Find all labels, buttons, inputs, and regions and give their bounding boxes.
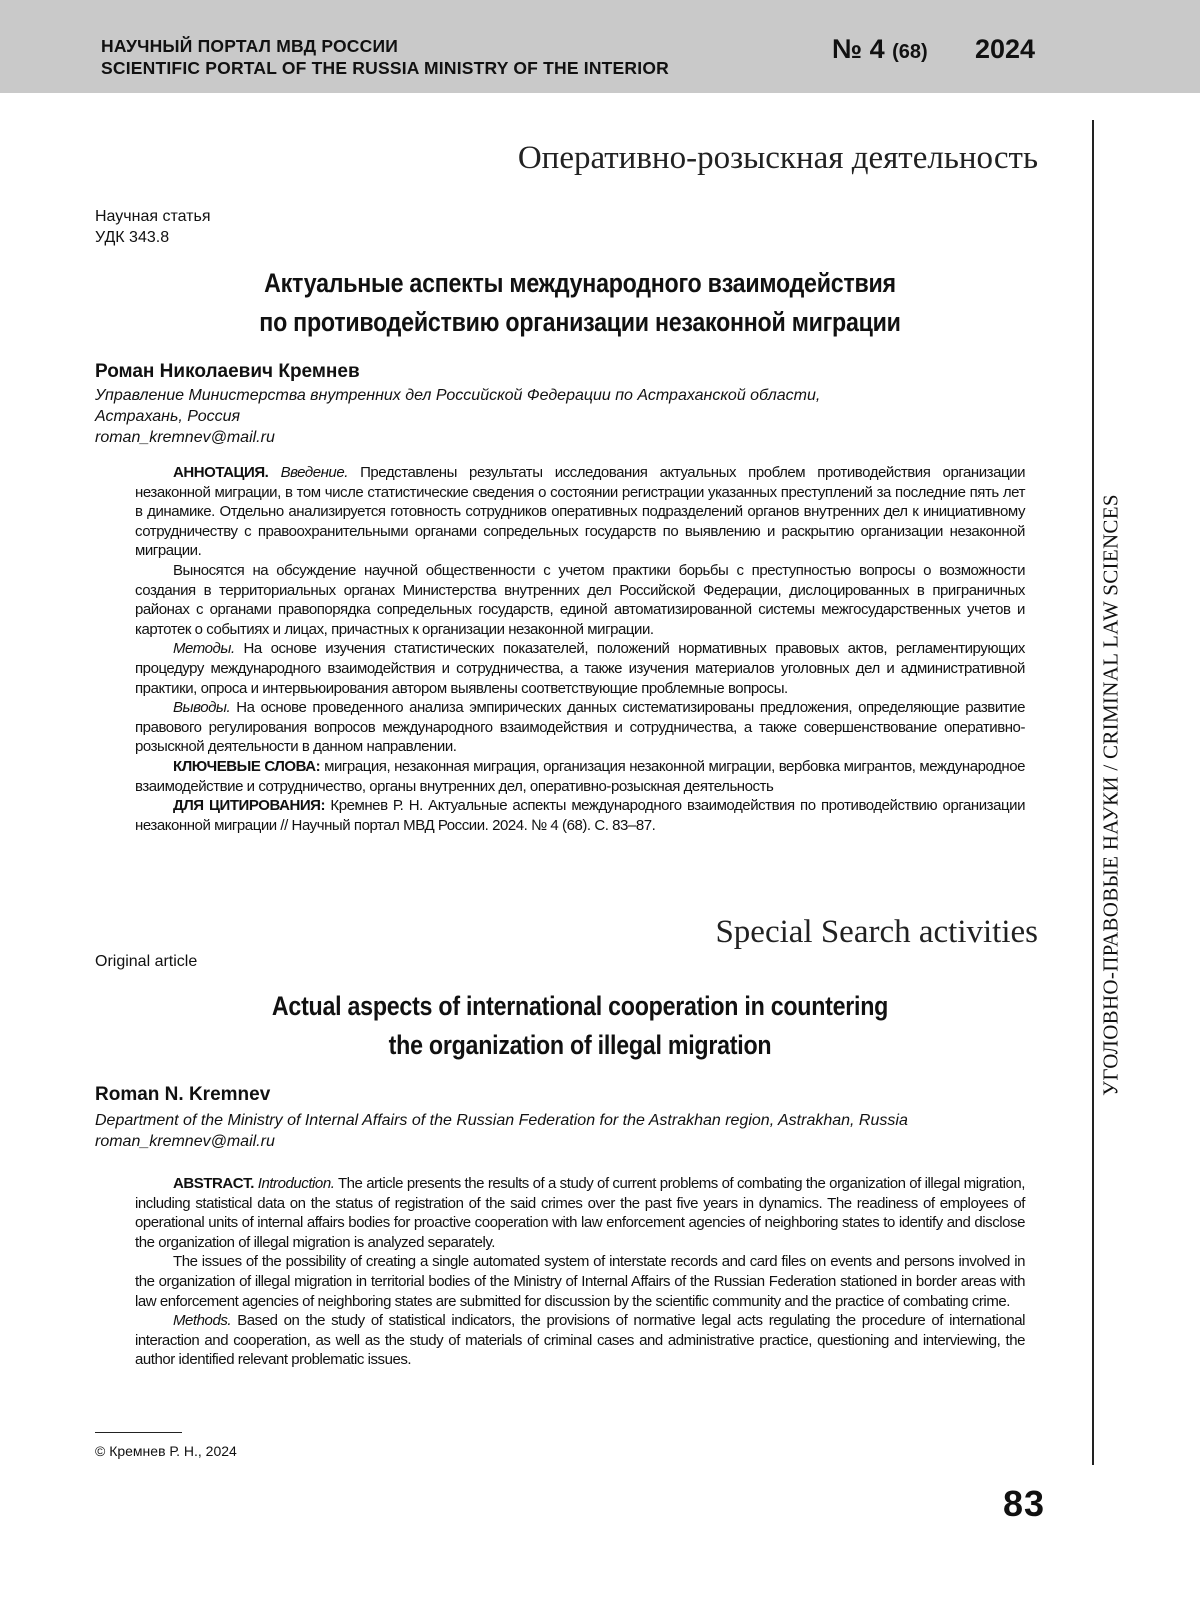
page-number: 83 — [1003, 1483, 1045, 1525]
text: миграция, незаконная миграция, организация незаконной миграции, вербовка мигрантов, международное взаимодействие и сотрудничество, органы внутренних дел, оперативно-розыскная деятельность — [135, 758, 1025, 795]
abstract-intro — [135, 1174, 1025, 1252]
abstract-en — [135, 1174, 1025, 1370]
journal-header — [0, 0, 1200, 93]
side-section-label: УГОЛОВНО-ПРАВОВЫЕ НАУКИ / CRIMINAL LAW SCIENCES — [1099, 494, 1124, 1096]
label: АННОТАЦИЯ. — [173, 464, 268, 481]
journal-name-ru: НАУЧНЫЙ ПОРТАЛ МВД РОССИИ — [101, 36, 398, 57]
issue: № 4 — [832, 34, 885, 64]
text: На основе изучения статистических показателей, положений нормативных правовых актов, регламентирующих процедуру международного взаимодействия и сотрудничества, а также изучения материалов уголовных дел и административной практики, опроса и интервьюирования автором выявлены соответствующие проблемные вопросы. — [135, 640, 1025, 696]
article-type-ru: Научная статья — [95, 206, 210, 227]
article-title-ru — [167, 264, 993, 342]
annotation-conclusions — [135, 698, 1025, 757]
section-title-en: Special Search activities — [715, 914, 1038, 951]
text: На основе проведенного анализа эмпирических данных систематизированы предложения, определяющие развитие правового регулирования вопросов международного взаимодействия и сотрудничества, а также совершенствование оперативно-розыскной деятельности в данном направлении. — [135, 699, 1025, 755]
citation — [135, 796, 1025, 835]
copyright: © Кремнев Р. Н., 2024 — [95, 1443, 237, 1459]
label: КЛЮЧЕВЫЕ СЛОВА: — [173, 758, 320, 775]
annotation-intro — [135, 463, 1025, 561]
issue-total: (68) — [892, 41, 928, 63]
affiliation-line: Управление Министерства внутренних дел Российской Федерации по Астраханской области, — [95, 385, 820, 406]
sublabel: Introduction. — [258, 1175, 335, 1192]
abstract-issues: The issues of the possibility of creating a single automated system of interstate records and card files on events and persons involved in the organization of illegal migration in territorial bodies of the Ministry of Internal Affairs of the Russian Federation stationed in border areas with law enforcement agencies of neighboring states are submitted for discussion by the scientific community and the practice of combating crime. — [135, 1252, 1025, 1311]
affiliation-line: Астрахань, Россия — [95, 406, 820, 427]
title-line: the organization of illegal migration — [167, 1026, 993, 1065]
article-type-en: Original article — [95, 951, 197, 972]
journal-page — [0, 0, 1200, 1599]
article-title-en — [167, 987, 993, 1065]
author-ru: Роман Николаевич Кремнев — [95, 361, 360, 383]
affiliation-line: Department of the Ministry of Internal Affairs of the Russian Federation for the Astrakhan region, Astrakhan, Russia — [95, 1110, 908, 1131]
affiliation-ru — [95, 385, 820, 448]
udc: УДК 343.8 — [95, 227, 169, 248]
author-email[interactable]: roman_kremnev@mail.ru — [95, 1131, 908, 1152]
issue-year: 2024 — [975, 34, 1035, 65]
keywords — [135, 757, 1025, 796]
journal-name-en: SCIENTIFIC PORTAL OF THE RUSSIA MINISTRY OF THE INTERIOR — [101, 58, 669, 79]
annotation-ru — [135, 463, 1025, 835]
sublabel: Методы. — [173, 640, 235, 657]
footnote-rule — [95, 1432, 182, 1433]
text: The article presents the results of a study of current problems of combating the organization of illegal migration, including statistical data on the status of registration of the said crimes over the past five years in dynamics. The readiness of employees of operational units of internal affairs bodies for proactive cooperation with law enforcement agencies of neighboring states to identify and disclose the organization of illegal migration is analyzed separately. — [135, 1175, 1025, 1251]
author-en: Roman N. Kremnev — [95, 1084, 270, 1106]
title-line: по противодействию организации незаконной миграции — [167, 303, 993, 342]
annotation-methods — [135, 639, 1025, 698]
issue-number — [832, 34, 928, 65]
text: Кремнев Р. Н. Актуальные аспекты международного взаимодействия по противодействию организации незаконной миграции // Научный портал МВД России. 2024. № 4 (68). С. 83–87. — [135, 797, 1025, 834]
label: ABSTRACT. — [173, 1175, 254, 1192]
side-rule — [1092, 120, 1094, 1465]
sublabel: Methods. — [173, 1312, 231, 1329]
section-title-ru: Оперативно-розыскная деятельность — [518, 140, 1038, 177]
affiliation-en — [95, 1110, 908, 1152]
sublabel: Выводы. — [173, 699, 230, 716]
title-line: Actual aspects of international cooperation in countering — [167, 987, 993, 1026]
label: ДЛЯ ЦИТИРОВАНИЯ: — [173, 797, 325, 814]
text: Представлены результаты исследования актуальных проблем противодействия организации незаконной миграции, в том числе статистические сведения о состоянии регистрации указанных преступлений за последние пять лет в динамике. Отдельно анализируется готовность сотрудников оперативных подразделений органов внутренних дел к инициативному сотрудничеству с правоохранительными органами сопредельных государств по выявлению и раскрытию организации незаконной миграции. — [135, 464, 1025, 559]
text: Based on the study of statistical indicators, the provisions of normative legal acts regulating the procedure of international interaction and cooperation, as well as the study of materials of criminal cases and administrative practice, questioning and interviewing, the author identified relevant problematic issues. — [135, 1312, 1025, 1368]
title-line: Актуальные аспекты международного взаимодействия — [167, 264, 993, 303]
annotation-issues: Выносятся на обсуждение научной общественности с учетом практики борьбы с преступностью вопросы о возможности создания в территориальных органах Министерства внутренних дел Российской Федерации, дислоцированных в приграничных районах с органами правопорядка сопредельных государств, единой автоматизированной системы межгосударственных учетов и картотек о событиях и лицах, причастных к организации незаконной миграции. — [135, 561, 1025, 639]
sublabel: Введение. — [281, 464, 348, 481]
author-email[interactable]: roman_kremnev@mail.ru — [95, 427, 820, 448]
abstract-methods — [135, 1311, 1025, 1370]
